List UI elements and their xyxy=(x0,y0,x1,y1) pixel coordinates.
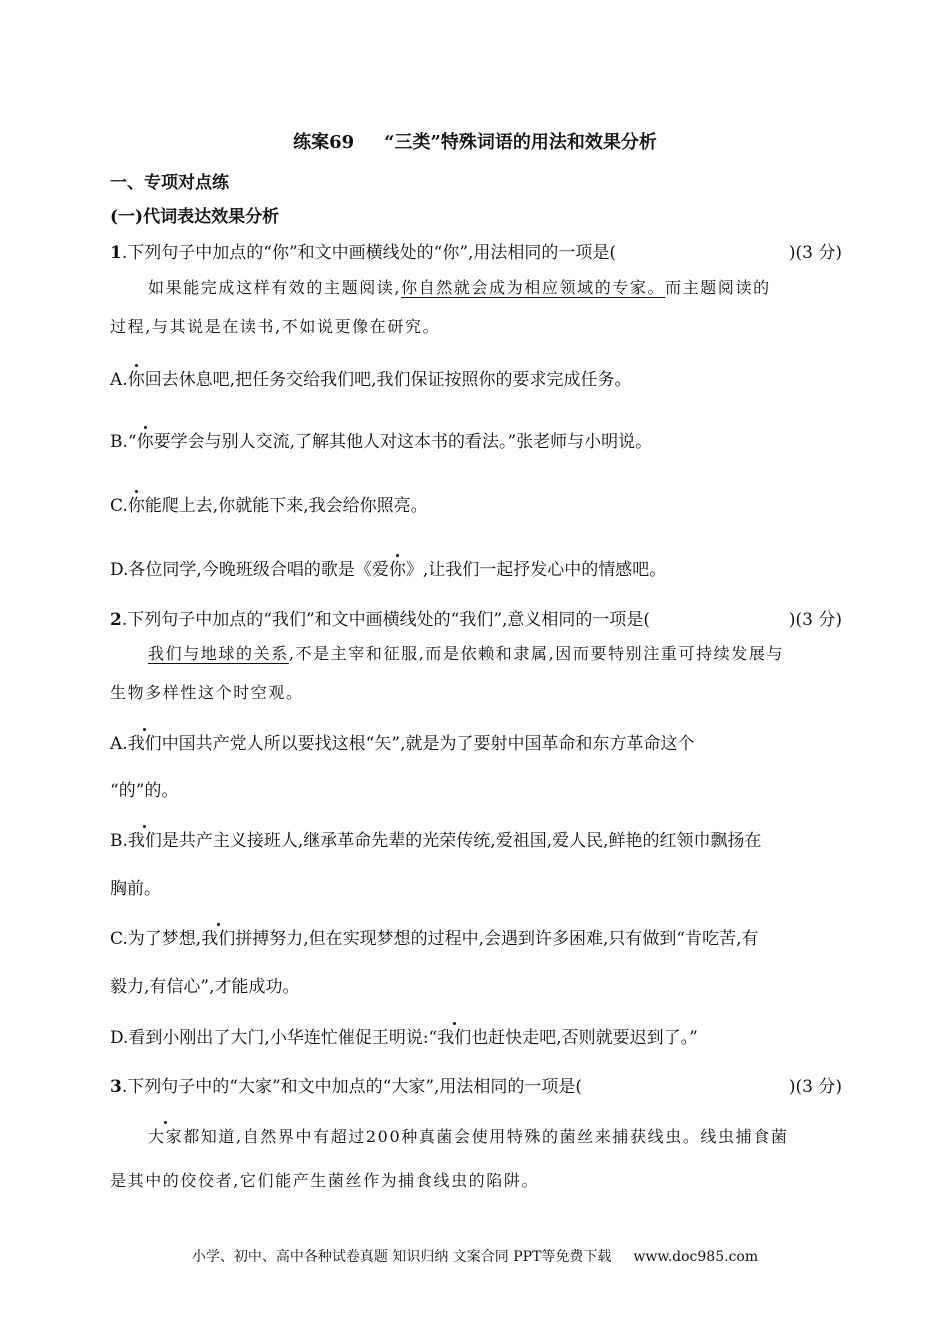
dotted-word: 你 xyxy=(136,432,154,452)
footer-url[interactable]: www.doc985.com xyxy=(633,1249,759,1265)
passage-text: 而主题阅读的 xyxy=(665,278,771,297)
q1-passage-line-2: 过程,与其说是在读书,不如说更像在研究。 xyxy=(110,317,441,336)
title-topic: “三类”特殊词语的用法和效果分析 xyxy=(384,132,657,153)
dotted-word: 我们 xyxy=(127,831,162,851)
q1-passage-line-1 xyxy=(148,275,842,298)
q1-option-d xyxy=(110,555,842,580)
option-text: 能爬上去,你就能下来,我会给你照亮。 xyxy=(144,496,428,516)
dotted-word: 大家 xyxy=(148,1127,184,1146)
option-text: 是共产主义接班人,继承革命先辈的光荣传统,爱祖国,爱人民,鲜艳的红领巾飘扬在 xyxy=(161,831,762,851)
option-text: 中国共产党人所以要找这根“矢”,就是为了要射中国革命和东方革命这个 xyxy=(161,734,695,754)
dotted-word: 你 xyxy=(127,370,145,390)
passage-text: 都知道,自然界中有超过200种真菌会使用特殊的菌丝来捕获线虫。线虫捕食菌 xyxy=(183,1127,789,1146)
question-score: )(3 分) xyxy=(788,1077,842,1097)
option-text: D.各位同学,今晚班级合唱的歌是《爱 xyxy=(110,560,389,580)
dotted-word: 你 xyxy=(127,496,145,516)
q2-option-a-cont: “的”的。 xyxy=(110,781,179,801)
q1-option-c xyxy=(110,491,842,516)
question-number: 2 xyxy=(110,610,122,630)
q2-option-d xyxy=(110,1023,842,1048)
q2-option-c xyxy=(110,924,842,949)
question-text: .下列句子中加点的“你”和文中画横线处的“你”,用法相同的一项是( xyxy=(121,243,617,263)
q2-option-c-cont: 毅力,有信心”,才能成功。 xyxy=(110,977,300,997)
dotted-word: 我们 xyxy=(437,1028,472,1048)
question-number: 3 xyxy=(110,1077,122,1097)
option-text: A. xyxy=(110,734,128,754)
subsection-heading: (一)代词表达效果分析 xyxy=(110,207,280,227)
question-number: 1 xyxy=(110,243,122,263)
q2-option-b-cont: 胸前。 xyxy=(110,879,161,899)
q2-passage-line-2: 生物多样性这个时空观。 xyxy=(110,683,304,702)
passage-text: ,不是主宰和征服,而是依赖和隶属,因而要特别注重可持续发展与 xyxy=(288,644,785,663)
option-text: B. xyxy=(110,831,128,851)
option-text: B.“ xyxy=(110,432,137,452)
option-text: C.为了梦想, xyxy=(110,929,202,949)
q3-passage-line-2: 是其中的佼佼者,它们能产生菌丝作为捕食线虫的陷阱。 xyxy=(110,1171,540,1190)
q2-passage-line-1 xyxy=(148,641,842,664)
q1-option-a xyxy=(110,365,842,390)
q3-passage-line-1 xyxy=(148,1124,842,1147)
page-footer xyxy=(0,1246,950,1266)
underlined-text: 我们与地球的关系 xyxy=(148,644,289,663)
question-2-stem xyxy=(110,605,842,630)
option-text: 要学会与别人交流,了解其他人对这本书的看法。”张老师与小明说。 xyxy=(153,432,653,452)
option-text: D.看到小刚出了大门,小华连忙催促王明说:“ xyxy=(110,1028,438,1048)
option-text: 》,让我们一起抒发心中的情感吧。 xyxy=(405,560,667,580)
question-score: )(3 分) xyxy=(788,243,842,263)
q2-option-b xyxy=(110,826,842,851)
q1-option-b xyxy=(110,427,842,452)
page-title xyxy=(0,128,950,154)
option-text: 也赶快走吧,否则就要迟到了。” xyxy=(471,1028,698,1048)
question-text: .下列句子中的“大家”和文中加点的“大家”,用法相同的一项是( xyxy=(121,1077,583,1097)
section-heading: 一、专项对点练 xyxy=(110,173,229,193)
dotted-word: 你 xyxy=(388,560,406,580)
title-lesson-number: 练案69 xyxy=(293,132,355,153)
option-text: C. xyxy=(110,496,128,516)
question-3-stem xyxy=(110,1072,842,1097)
option-text: 拼搏努力,但在实现梦想的过程中,会遇到许多困难,只有做到“肯吃苦,有 xyxy=(235,929,759,949)
q2-option-a xyxy=(110,729,842,754)
underlined-text: 你自然就会成为相应领域的专家。 xyxy=(401,278,666,297)
option-text: A. xyxy=(110,370,128,390)
question-score: )(3 分) xyxy=(788,610,842,630)
option-text: 回去休息吧,把任务交给我们吧,我们保证按照你的要求完成任务。 xyxy=(144,370,632,390)
dotted-word: 我们 xyxy=(201,929,236,949)
question-1-stem xyxy=(110,238,842,263)
passage-text: 如果能完成这样有效的主题阅读, xyxy=(148,278,402,297)
dotted-word: 我们 xyxy=(127,734,162,754)
question-text: .下列句子中加点的“我们”和文中画横线处的“我们”,意义相同的一项是( xyxy=(121,610,651,630)
footer-text: 小学、初中、高中各种试卷真题 知识归纳 文案合同 PPT等免费下载 xyxy=(191,1249,612,1265)
